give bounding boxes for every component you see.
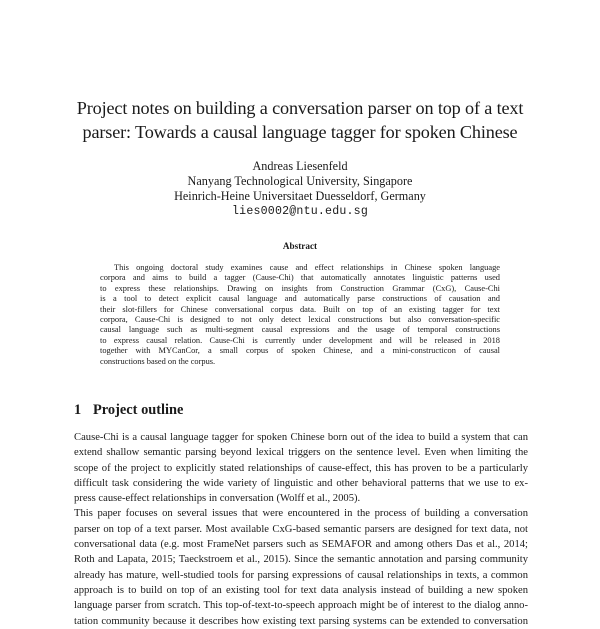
body-line: approach is to build on top of an existing tool for text data analysis instead of building a new spoken <box>74 584 528 596</box>
body-line: press cause-effect relationships in conversation (Wolff et al., 2005). <box>74 493 361 505</box>
body-line: Cause-Chi is a causal language tagger for spoken Chinese born out of the idea to build a system that can <box>74 432 528 443</box>
abstract-line: constructions based on the corpus. <box>100 356 216 366</box>
body-line: difficult task considering the wide variety of linguistic and other behavioral patterns that we use to ex- <box>74 477 528 489</box>
body-line: language parser from scratch. This top-of-text-to-speech approach might be of interest to the dialog anno- <box>74 600 528 612</box>
abstract-line: causal language such as multi-segment causal expressions and the usage of temporal constructions <box>100 325 500 335</box>
body-line: Roth and Lapata, 2015; Taeckstroem et al., 2015). Since the semantic annotation and parsing community <box>74 554 528 566</box>
section-body <box>74 430 528 629</box>
author-name: Andreas Liesenfeld <box>252 159 348 173</box>
abstract-line: corpora, Cause-Chi is designed to not only detect lexical constructions but also conversation-specific <box>100 314 500 324</box>
abstract-line: their slot-fillers for Chinese conversational corpus data. Built on top of an existing tagger for text <box>100 304 500 314</box>
abstract-line: is a tool to detect explicit causal language and automatically parse constructions of causation and <box>100 294 500 304</box>
affiliation: Nanyang Technological University, Singapore <box>187 174 413 188</box>
abstract-line: This ongoing doctoral study examines cause and effect relationships in Chinese spoken language <box>114 263 500 272</box>
affiliation: Heinrich-Heine Universitaet Duesseldorf, Germany <box>174 189 426 203</box>
paper-title <box>40 96 560 144</box>
author-block <box>100 159 500 219</box>
abstract-line: to express causal relation. Cause-Chi is currently under development and will be released in 2018 <box>100 335 500 345</box>
section-heading <box>74 402 183 419</box>
body-line: already has mature, well-studied tools for parsing expressions of causal relationships in texts, a common <box>74 569 528 581</box>
author-email: lies0002@ntu.edu.sg <box>232 205 368 218</box>
body-line: parser on top of a text parser. Most available CxG-based semantic parsers are designed for text data, not <box>74 523 528 535</box>
abstract-line: to express these relationships. Drawing on insights from Construction Grammar (CxG), Cause-Chi <box>100 283 500 293</box>
body-line: scope of the project to explicitly stated relationships of cause-effect, this has proven to be a particularly <box>74 462 528 474</box>
body-line: This paper focuses on several issues that were encountered in the process of building a conversation <box>74 508 528 520</box>
title-line: Project notes on building a conversation parser on top of a text <box>76 98 524 118</box>
body-line: extend shallow semantic parsing beyond lexical triggers on the sentence level. Even when limiting the <box>74 447 528 459</box>
title-line: parser: Towards a causal language tagger for spoken Chinese <box>82 122 518 142</box>
abstract-body <box>100 263 500 367</box>
body-line: tation community because it describes how existing text parsing systems can be extended to conversation <box>74 615 528 627</box>
section-title: Project outline <box>93 402 184 418</box>
body-line: conversational data (e.g. most FrameNet parsers such as SEMAFOR and among others Das et al., 2014; <box>74 539 528 551</box>
abstract-line: corpora and aims to build a tagger (Cause-Chi) that automatically annotates linguistic patterns used <box>100 273 500 283</box>
abstract-line: together with MYCanCor, a small corpus of spoken Chinese, and a mini-constructicon of causal <box>100 346 500 356</box>
abstract-heading: Abstract <box>282 241 318 251</box>
section-number: 1 <box>74 402 82 418</box>
